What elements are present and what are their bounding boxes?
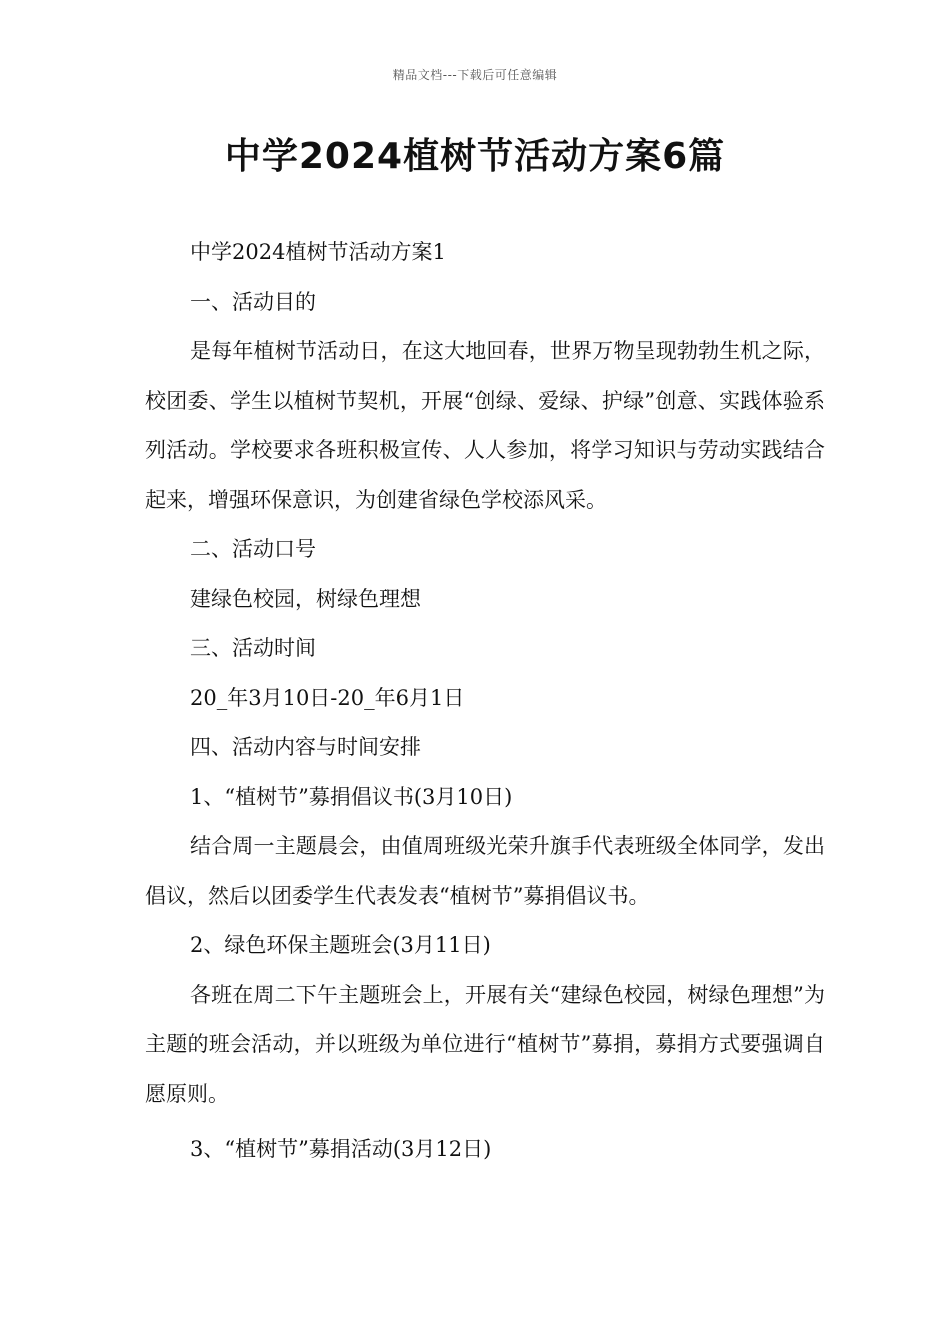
heading-activity-purpose: 一、活动目的: [190, 289, 316, 314]
paragraph-activity-purpose: 是每年植树节活动日，在这大地回春，世界万物呈现勃勃生机之际，校团委、学生以植树节契机，开展“创绿、爱绿、护绿”创意、实践体验系列活动。学校要求各班积极宣传、人人参加，将学习知识与劳动实践结合起来，增强环保意识，为创建省绿色学校添风采。: [145, 339, 825, 512]
paragraph-class-meeting: 各班在周二下午主题班会上，开展有关“建绿色校园，树绿色理想”为主题的班会活动，并以班级为单位进行“植树节”募捐，募捐方式要强调自愿原则。: [145, 982, 825, 1106]
heading-activity-slogan: 二、活动口号: [190, 537, 316, 561]
section-title: 中学2024植树节活动方案1: [190, 240, 446, 264]
document-body: [145, 228, 825, 1175]
paragraph-activity-slogan: 建绿色校园，树绿色理想: [190, 586, 421, 611]
heading-activity-time: 三、活动时间: [190, 636, 316, 660]
paragraph-proposal: 结合周一主题晨会，由值周班级光荣升旗手代表班级全体同学，发出倡议，然后以团委学生代表发表“植树节”募捐倡议书。: [145, 834, 825, 908]
document-title: 中学2024植树节活动方案6篇: [224, 136, 726, 177]
subheading-donation: 3、“植树节”募捐活动(3月12日): [190, 1137, 492, 1161]
subheading-proposal: 1、“植树节”募捐倡议书(3月10日): [190, 784, 513, 809]
heading-activity-content: 四、活动内容与时间安排: [190, 735, 421, 759]
header-watermark: 精品文档---下载后可任意编辑: [392, 68, 558, 82]
subheading-class-meeting: 2、绿色环保主题班会(3月11日): [190, 933, 491, 957]
paragraph-activity-time: 20_年3月10日-20_年6月1日: [190, 685, 465, 710]
